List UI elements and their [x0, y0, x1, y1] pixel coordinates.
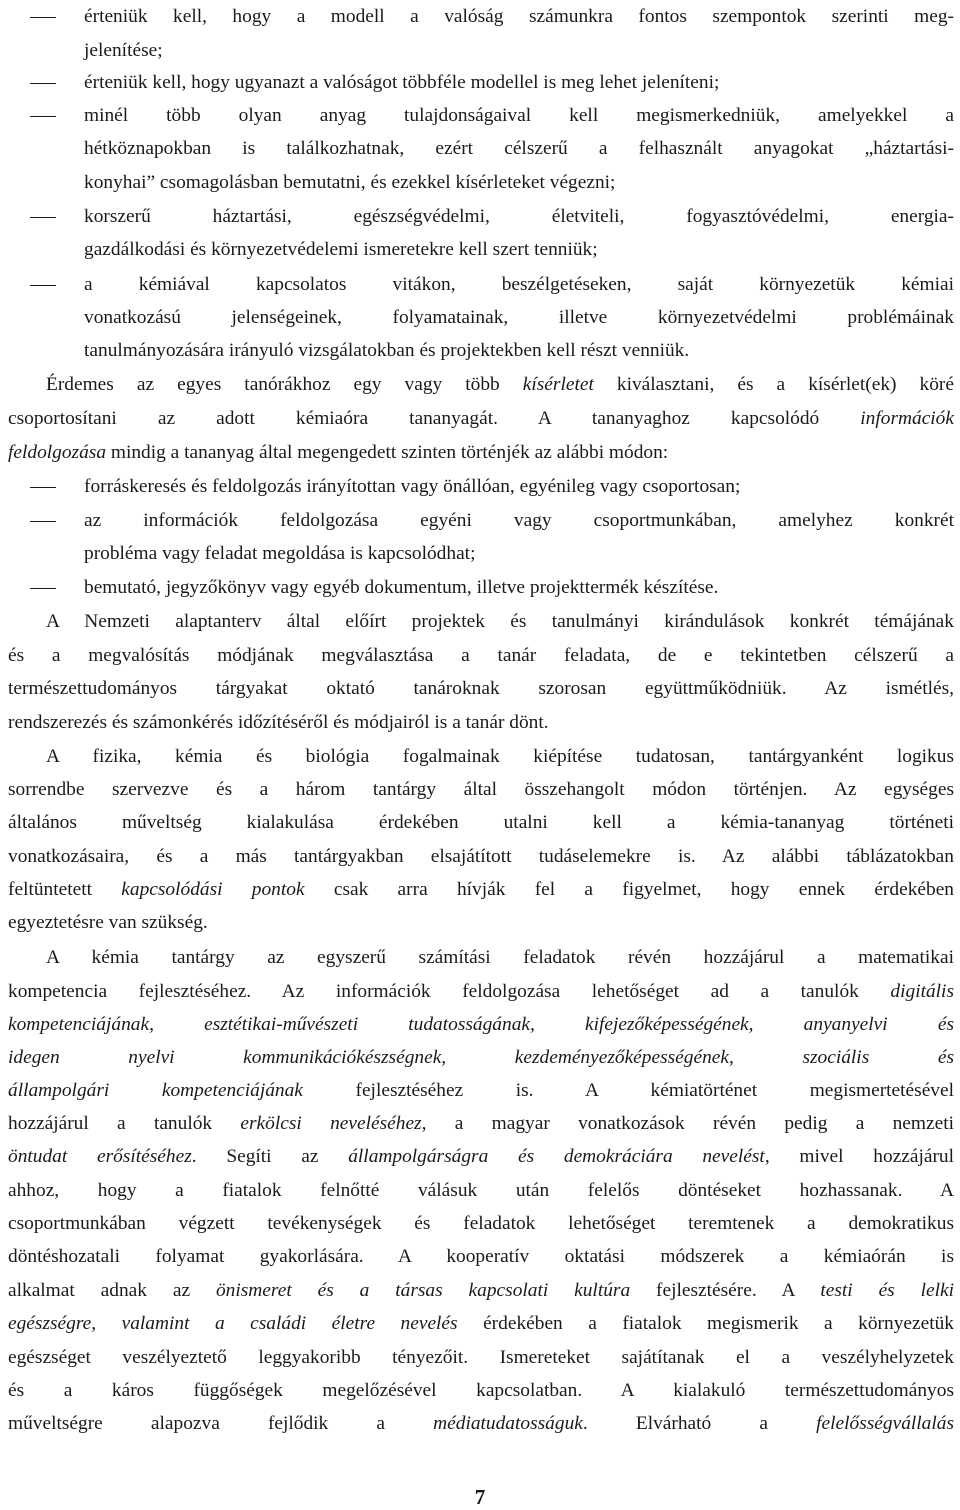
bullet-item-line — [0, 66, 960, 100]
line-text — [8, 773, 954, 807]
text-run: sorrendbe szervezve és a három tantárgy által összehangolt módon történjen. Az egységes — [8, 779, 954, 800]
italic-run: kapcsolódási pontok — [121, 879, 305, 900]
text-run: csoportosítani az adott kémiaóra tananyagát. A tananyaghoz kapcsolódó — [8, 408, 861, 429]
text-run: minél több olyan anyag tulajdonságaival kell megismerkedniük, amelyekkel a — [84, 105, 954, 126]
paragraph-line — [0, 1207, 960, 1241]
line-text — [8, 1374, 954, 1408]
text-run: és a megvalósítás módjának megválasztása a tanár feladata, de e tekintetben célszerű a — [8, 645, 954, 666]
italic-run: öntudat erősítéséhez — [8, 1146, 192, 1167]
text-run: rendszerezés és számonkérés időzítéséről és módjairól is a tanár dönt. — [8, 712, 549, 733]
italic-run: testi és lelki — [820, 1280, 954, 1301]
paragraph-line — [0, 1374, 960, 1408]
bullet-item-line — [0, 200, 960, 234]
text-run: feltüntetett — [8, 879, 122, 900]
paragraph-line — [0, 1041, 960, 1075]
bullet-item-line — [0, 268, 960, 302]
italic-run: egészségre, valamint a családi életre nevelés — [8, 1313, 458, 1334]
line-text — [8, 402, 954, 436]
line-text — [84, 66, 954, 100]
line-text — [8, 873, 954, 907]
italic-run: idegen nyelvi kommunikációkészségnek, kezdeményezőképességének, szociális és — [8, 1047, 954, 1068]
bullet-item-line — [0, 99, 960, 133]
italic-run: digitális — [890, 981, 954, 1002]
text-run: egyeztetésre van szükség. — [8, 912, 208, 933]
paragraph-line — [0, 1074, 960, 1108]
text-run: fejlesztéséhez is. A kémiatörténet megismertetésével — [302, 1080, 954, 1101]
text-run: műveltségre alapozva fejlődik a — [8, 1413, 434, 1434]
line-text — [84, 166, 954, 200]
italic-run: önismeret és a társas kapcsolati kultúra — [215, 1280, 631, 1301]
line-text — [8, 1240, 954, 1274]
text-run: a kémiával kapcsolatos vitákon, beszélgetéseken, saját környezetük kémiai — [84, 274, 954, 295]
text-run: , a magyar vonatkozások révén pedig a nemzeti — [421, 1113, 954, 1134]
line-text — [8, 1140, 954, 1174]
text-run: . Segíti az — [191, 1146, 349, 1167]
line-text — [8, 1274, 954, 1308]
bullet-dash-icon — [30, 83, 56, 84]
italic-run: erkölcsi neveléséhez — [240, 1113, 422, 1134]
text-run: hozzájárul a tanulók — [8, 1113, 241, 1134]
text-run: csak arra hívják fel a figyelmet, hogy ennek érdekében — [304, 879, 954, 900]
line-text — [84, 537, 954, 571]
line-text — [84, 0, 954, 34]
bullet-dash-icon — [30, 217, 56, 218]
line-text — [46, 605, 954, 639]
paragraph-line — [0, 906, 960, 940]
text-run: konyhai” csomagolásban bemutatni, és ezekkel kísérleteket végezni; — [84, 172, 616, 193]
page-number: 7 — [474, 1485, 486, 1509]
line-text — [84, 268, 954, 302]
line-text — [8, 840, 954, 874]
text-run: az információk feldolgozása egyéni vagy csoportmunkában, amelyhez konkrét — [84, 510, 954, 531]
text-run: általános műveltség kialakulása érdekében utalni kell a kémia-tananyag történeti — [8, 812, 954, 833]
line-text — [8, 975, 954, 1009]
line-text — [84, 99, 954, 133]
italic-run: állampolgárságra és demokráciára nevelést — [348, 1146, 765, 1167]
line-text — [84, 571, 954, 605]
line-text — [8, 1307, 954, 1341]
bullet-item-line — [0, 0, 960, 34]
paragraph-line — [0, 1107, 960, 1141]
text-run: hétköznapokban is találkozhatnak, ezért célszerű a felhasznált anyagokat „háztartási- — [84, 138, 954, 159]
line-text — [8, 1074, 954, 1108]
text-run: mindig a tananyag által megengedett szinten történjék az alábbi módon: — [106, 442, 669, 463]
text-run: . Elvárható a — [582, 1413, 817, 1434]
italic-run: információk — [860, 408, 954, 429]
paragraph-line — [0, 1341, 960, 1375]
text-run: Érdemes az egyes tanórákhoz egy vagy több — [46, 374, 523, 395]
paragraph-line — [0, 941, 960, 975]
text-run: jelenítése; — [84, 40, 163, 61]
text-run: vonatkozású jelenségeinek, folyamatainak, illetve környezetvédelmi problémáinak — [84, 307, 954, 328]
text-run: kiválasztani, és a kísérlet(ek) köré — [593, 374, 954, 395]
text-run: természettudományos tárgyakat oktató tanároknak szorosan együttműködniük. Az ismétlés, — [8, 678, 954, 699]
paragraph-line — [0, 1274, 960, 1308]
paragraph-line — [0, 368, 960, 402]
line-text — [8, 706, 954, 740]
line-text — [84, 132, 954, 166]
line-text — [8, 1041, 954, 1075]
line-text — [8, 1207, 954, 1241]
text-run: vonatkozásaira, és a más tantárgyakban elsajátított tudáselemekre is. Az alábbi táblázatokban — [8, 846, 954, 867]
paragraph-line — [0, 672, 960, 706]
line-text — [84, 470, 954, 504]
bullet-item-line — [0, 571, 960, 605]
paragraph-line — [0, 1240, 960, 1274]
italic-run: médiatudatosságuk — [433, 1413, 583, 1434]
text-run: ahhoz, hogy a fiatalok felnőtté válásuk után felelős döntéseket hozhassanak. A — [8, 1180, 954, 1201]
text-run: kompetencia fejlesztéséhez. Az információk feldolgozása lehetőséget ad a tanulók — [8, 981, 891, 1002]
text-run: egészséget veszélyeztető leggyakoribb tényezőit. Ismereteket sajátítanak el a veszélyhelyzetek — [8, 1347, 954, 1368]
italic-run: állampolgári kompetenciájának — [8, 1080, 303, 1101]
bullet-dash-icon — [30, 521, 56, 522]
paragraph-line — [0, 873, 960, 907]
text-run: tanulmányozására irányuló vizsgálatokban és projektekben kell részt venniük. — [84, 340, 690, 361]
line-text — [8, 1407, 954, 1441]
text-run: alkalmat adnak az — [8, 1280, 216, 1301]
bullet-dash-icon — [30, 116, 56, 117]
paragraph-line — [0, 436, 960, 470]
line-text — [46, 941, 954, 975]
paragraph-line — [0, 1140, 960, 1174]
text-run: A kémia tantárgy az egyszerű számítási feladatok révén hozzájárul a matematikai — [46, 947, 954, 968]
line-text — [46, 740, 954, 774]
paragraph-line — [0, 334, 960, 368]
text-run: érdekében a fiatalok megismerik a környezetük — [457, 1313, 954, 1334]
paragraph-line — [0, 166, 960, 200]
paragraph-line — [0, 34, 960, 68]
bullet-dash-icon — [30, 285, 56, 286]
text-run: forráskeresés és feldolgozás irányítottan vagy önállóan, egyénileg vagy csoportosan; — [84, 476, 741, 497]
paragraph-line — [0, 1307, 960, 1341]
paragraph-line — [0, 806, 960, 840]
bullet-dash-icon — [30, 588, 56, 589]
line-text — [84, 504, 954, 538]
bullet-item-line — [0, 470, 960, 504]
text-run: és a káros függőségek megelőzésével kapcsolatban. A kialakuló természettudományos — [8, 1380, 954, 1401]
paragraph-line — [0, 773, 960, 807]
italic-run: feldolgozása — [8, 442, 107, 463]
paragraph-line — [0, 233, 960, 267]
bullet-dash-icon — [30, 487, 56, 488]
paragraph-line — [0, 132, 960, 166]
line-text — [8, 906, 954, 940]
paragraph-line — [0, 1008, 960, 1042]
text-run: csoportmunkában végzett tevékenységek és feladatok lehetőséget teremtenek a demokratikus — [8, 1213, 954, 1234]
line-text — [84, 34, 954, 68]
italic-run: felelősségvállalás — [816, 1413, 954, 1434]
line-text — [8, 1107, 954, 1141]
line-text — [8, 1174, 954, 1208]
text-run: érteniük kell, hogy ugyanazt a valóságot többféle modellel is meg lehet jeleníteni; — [84, 72, 720, 93]
paragraph-line — [0, 301, 960, 335]
line-text — [84, 301, 954, 335]
paragraph-line — [0, 706, 960, 740]
text-run: fejlesztésére. A — [630, 1280, 821, 1301]
text-run: döntéshozatali folyamat gyakorlására. A kooperatív oktatási módszerek a kémiaórán is — [8, 1246, 954, 1267]
paragraph-line — [0, 840, 960, 874]
line-text — [8, 1341, 954, 1375]
text-run: A fizika, kémia és biológia fogalmainak kiépítése tudatosan, tantárgyanként logikus — [46, 746, 954, 767]
line-text — [46, 368, 954, 402]
line-text — [8, 639, 954, 673]
italic-run: kompetenciájának, esztétikai-művészeti tudatosságának, kifejezőképességének, anyanyelvi és — [8, 1014, 954, 1035]
line-text — [8, 672, 954, 706]
paragraph-line — [0, 639, 960, 673]
line-text — [8, 1008, 954, 1042]
text-run: gazdálkodási és környezetvédelemi ismeretekre kell szert tenniük; — [84, 239, 598, 260]
bullet-dash-icon — [30, 17, 56, 18]
text-run: probléma vagy feladat megoldása is kapcsolódhat; — [84, 543, 476, 564]
line-text — [8, 806, 954, 840]
text-run: érteniük kell, hogy a modell a valóság számunkra fontos szempontok szerinti meg- — [84, 6, 954, 27]
line-text — [84, 334, 954, 368]
paragraph-line — [0, 605, 960, 639]
line-text — [8, 436, 954, 470]
paragraph-line — [0, 537, 960, 571]
text-run: A Nemzeti alaptanterv által előírt projektek és tanulmányi kirándulások konkrét témájának — [46, 611, 954, 632]
paragraph-line — [0, 402, 960, 436]
text-run: bemutató, jegyzőkönyv vagy egyéb dokumentum, illetve projekttermék készítése. — [84, 577, 719, 598]
paragraph-line — [0, 1407, 960, 1441]
bullet-item-line — [0, 504, 960, 538]
text-run: , mivel hozzájárul — [764, 1146, 954, 1167]
text-run: korszerű háztartási, egészségvédelmi, életviteli, fogyasztóvédelmi, energia- — [84, 206, 954, 227]
line-text — [84, 200, 954, 234]
paragraph-line — [0, 975, 960, 1009]
paragraph-line — [0, 740, 960, 774]
line-text — [84, 233, 954, 267]
italic-run: kísérletet — [522, 374, 594, 395]
paragraph-line — [0, 1174, 960, 1208]
